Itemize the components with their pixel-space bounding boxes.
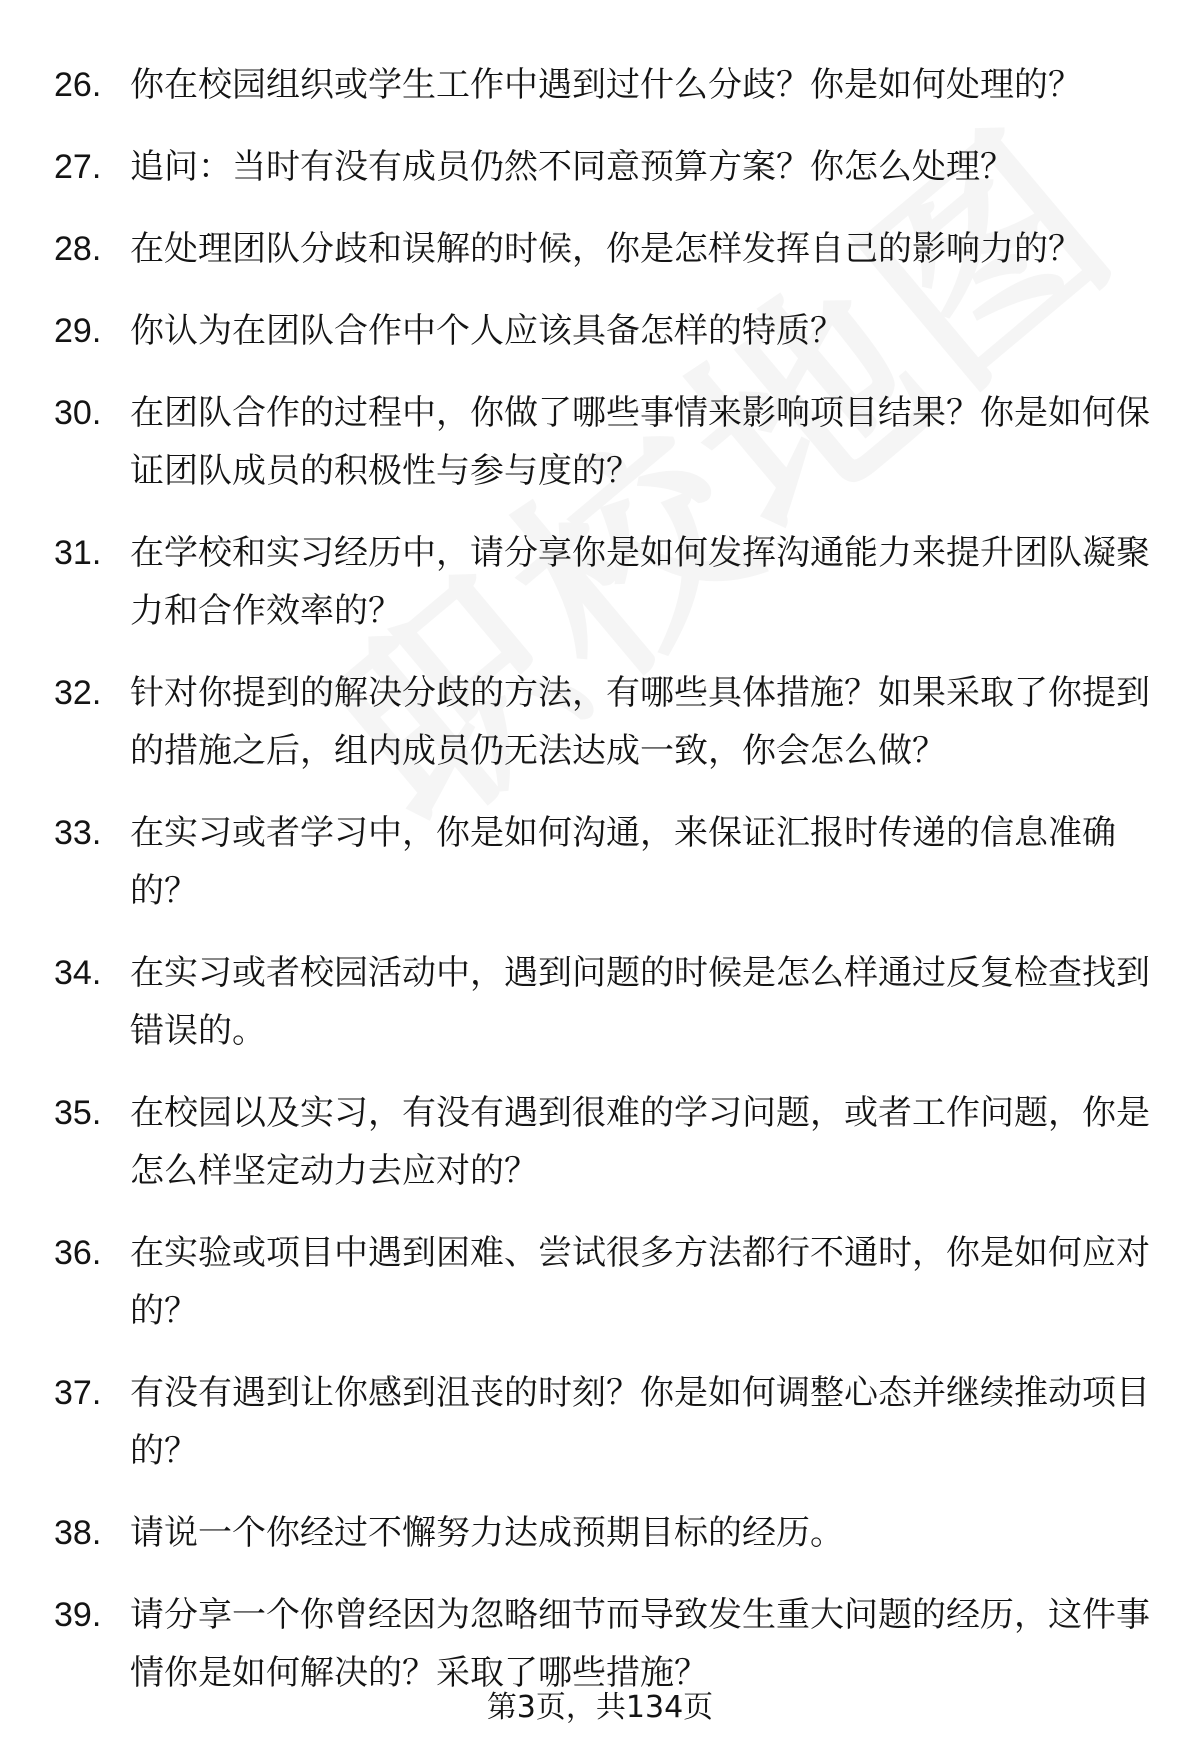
page-number-label: 第3页，共134页 xyxy=(486,1690,714,1725)
question-text: 请说一个你经过不懈努力达成预期目标的经历。 xyxy=(130,1513,844,1553)
question-text: 追问：当时有没有成员仍然不同意预算方案？你怎么处理？ xyxy=(130,147,1014,187)
question-number: 38. xyxy=(54,1514,102,1552)
question-text: 请分享一个你曾经因为忽略细节而导致发生重大问题的经历，这件事情你是如何解决的？采取了哪些措施？ xyxy=(130,1595,1150,1693)
question-item xyxy=(54,944,1154,1060)
question-item xyxy=(54,804,1154,920)
question-text: 在校园以及实习，有没有遇到很难的学习问题，或者工作问题，你是怎么样坚定动力去应对的？ xyxy=(130,1093,1150,1191)
question-text: 在学校和实习经历中，请分享你是如何发挥沟通能力来提升团队凝聚力和合作效率的？ xyxy=(130,533,1150,631)
page-footer xyxy=(0,1688,1200,1728)
question-number: 32. xyxy=(54,674,102,712)
question-text: 在团队合作的过程中，你做了哪些事情来影响项目结果？你是如何保证团队成员的积极性与参与度的？ xyxy=(130,393,1150,491)
question-item xyxy=(54,1586,1154,1702)
question-text: 在实验或项目中遇到困难、尝试很多方法都行不通时，你是如何应对的？ xyxy=(130,1233,1150,1331)
question-item xyxy=(54,1504,1154,1562)
question-number: 31. xyxy=(54,534,102,572)
question-item xyxy=(54,220,1154,278)
question-number: 37. xyxy=(54,1374,102,1412)
question-number: 39. xyxy=(54,1596,102,1634)
question-number: 33. xyxy=(54,814,102,852)
question-item xyxy=(54,56,1154,114)
question-item xyxy=(54,138,1154,196)
question-number: 28. xyxy=(54,230,102,268)
question-item xyxy=(54,384,1154,500)
question-item xyxy=(54,664,1154,780)
question-number: 26. xyxy=(54,66,102,104)
question-list xyxy=(54,56,1154,1726)
question-text: 在实习或者校园活动中，遇到问题的时候是怎么样通过反复检查找到错误的。 xyxy=(130,953,1150,1051)
question-text: 有没有遇到让你感到沮丧的时刻？你是如何调整心态并继续推动项目的？ xyxy=(130,1373,1150,1471)
question-text: 你认为在团队合作中个人应该具备怎样的特质？ xyxy=(130,311,844,351)
question-number: 35. xyxy=(54,1094,102,1132)
question-number: 27. xyxy=(54,148,102,186)
question-text: 你在校园组织或学生工作中遇到过什么分歧？你是如何处理的？ xyxy=(130,65,1082,105)
question-number: 30. xyxy=(54,394,102,432)
question-item xyxy=(54,1224,1154,1340)
question-number: 36. xyxy=(54,1234,102,1272)
question-text: 针对你提到的解决分歧的方法，有哪些具体措施？如果采取了你提到的措施之后，组内成员仍无法达成一致，你会怎么做？ xyxy=(130,673,1150,771)
question-item xyxy=(54,1084,1154,1200)
question-item xyxy=(54,302,1154,360)
question-text: 在实习或者学习中，你是如何沟通，来保证汇报时传递的信息准确的？ xyxy=(130,813,1116,911)
question-item xyxy=(54,1364,1154,1480)
question-number: 29. xyxy=(54,312,102,350)
question-text: 在处理团队分歧和误解的时候，你是怎样发挥自己的影响力的？ xyxy=(130,229,1082,269)
question-number: 34. xyxy=(54,954,102,992)
question-item xyxy=(54,524,1154,640)
